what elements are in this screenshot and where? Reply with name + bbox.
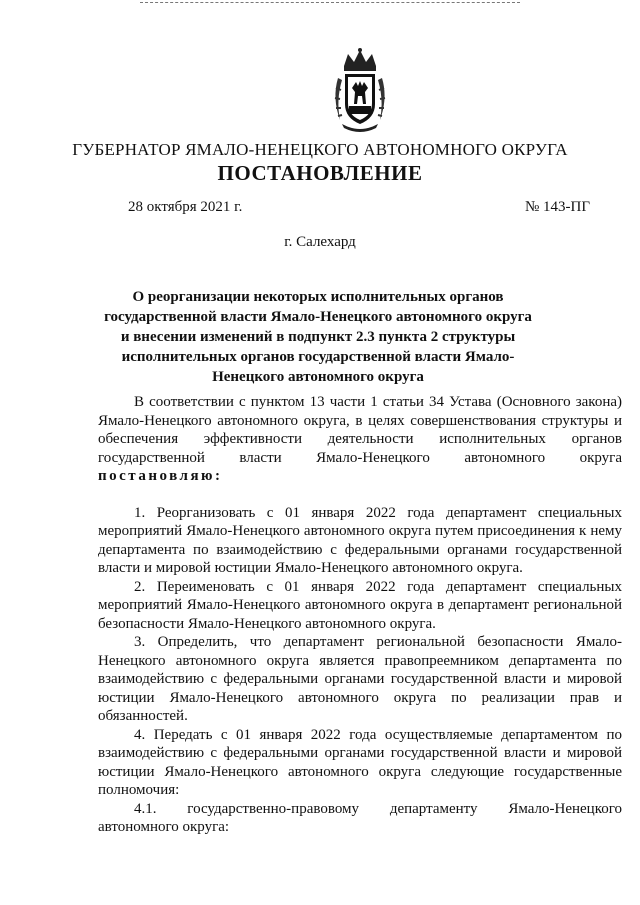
document-body [98,393,622,837]
paragraph-4: 4. Передать с 01 января 2022 года осуществляемые департаментом по взаимодействию с федеральными органами государственной власти и мировой юстиции Ямало-Ненецкого автономного округа следующие государственные полномочия: [98,726,622,798]
paragraph-2: 2. Переименовать с 01 января 2022 года департамент специальных мероприятий Ямало-Ненецкого автономного округа в департамент региональной безопасности Ямало-Ненецкого автономного округа. [98,578,622,632]
document-number: № 143-ПГ [524,199,590,215]
preamble-text: В соответствии с пунктом 13 части 1 статьи 34 Устава (Основного закона) Ямало-Ненецкого автономного округа, в целях совершенствования структуры и обеспечения эффективности деятельности исполнительных органов государственной власти Ямало-Ненецкого автономного округа [98,394,622,466]
document-date: 28 октября 2021 г. [128,199,243,215]
document-city: г. Салехард [284,234,356,250]
paragraph-4-1: 4.1. государственно-правовому департаменту Ямало-Ненецкого автономного округа: [98,800,622,835]
paragraph-3: 3. Определить, что департамент региональной безопасности Ямало-Ненецкого автономного округа является правопреемником департамента по взаимодействию с федеральными органами государственной власти и мировой юстиции Ямало-Ненецкого автономного округа по реализации прав и обязанностей. [98,634,622,724]
document-type-heading: ПОСТАНОВЛЕНИЕ [217,161,423,185]
top-rule [140,2,520,3]
coat-of-arms-icon [330,48,390,134]
issuer-heading: ГУБЕРНАТОР ЯМАЛО-НЕНЕЦКОГО АВТОНОМНОГО ОКРУГА [72,140,568,159]
paragraph-1: 1. Реорганизовать с 01 января 2022 года департамент специальных мероприятий Ямало-Ненецкого автономного округа путем присоединения к нему департамента по взаимодействию с федеральными органами государственной власти и мировой юстиции Ямало-Ненецкого автономного округа. [98,504,622,576]
resolve-word: постановляю: [98,468,223,484]
preamble-paragraph [98,393,622,486]
document-title: О реорганизации некоторых исполнительных органов государственной власти Ямало-Ненецкого автономного округа и внесении изменений в подпункт 2.3 пункта 2 структуры исполнительных органов государственной власти Ямало-Ненецкого автономного округа [104,289,532,385]
